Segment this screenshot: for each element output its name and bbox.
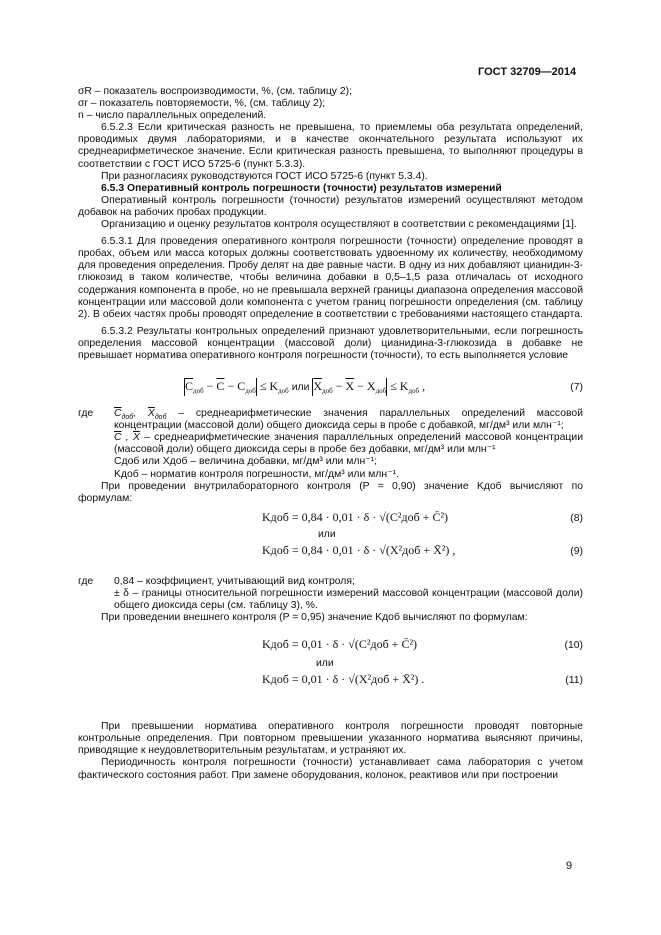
formula-8 [78, 509, 583, 529]
sigma-r-line: σR – показатель воспроизводимости, %, (см. таблицу 2); [78, 86, 352, 97]
where-block-2 [78, 576, 583, 612]
or-label-1: или [318, 528, 336, 540]
formula-7-expression: $\overline{C}_{доб} - \overline{C} - C_{доб} \le K_{доб}$ или $\overline{X}_{доб} - \overline{X} - X_{доб} \le K_{доб}$ , [185, 378, 426, 396]
paragraph-6-5-2-3: 6.5.2.3 Если критическая разность не превышена, то приемлемы оба результата определений, проводимых двумя лабораториями, и в качестве окончательного результата используют их среднеарифметическое значение. Если критическая разность превышена, то выполняют процедуры в соответствии с ГОСТ ИСО 5725-6 (пункт 5.3.3). [78, 122, 583, 170]
formula-7-number: (7) [570, 382, 583, 394]
formula-7 [78, 372, 583, 402]
where-item-1: $\overline{C}_{доб}$, $\overline{X}_{доб}$ – среднеарифметические значения параллельных определений массовой концентрации (массовой доли) общего диоксида серы в пробе с добавкой, мг/дм³ или млн⁻¹; [114, 408, 584, 432]
where-item-2: $\overline{C}$ , $\overline{X}$ – среднеарифметические значения параллельных определений массовой концентрации (массовой доли) общего диоксида серы в пробе без добавки, мг/дм³ или млн⁻¹ [114, 432, 583, 456]
exceed-paragraph: При превышении норматива оперативного контроля погрешности проводят повторные контрольные определения. При повторном превышении указанного норматива выясняют причины, приводящие к неудовлетворительным результатам, и устраняют их. [78, 721, 583, 757]
formula-10 [78, 636, 583, 658]
formula-9 [78, 542, 583, 564]
standard-header: ГОСТ 32709—2014 [478, 66, 577, 78]
where-item-3: Cдоб или Xдоб – величина добавки, мг/дм³ или млн⁻¹; [114, 456, 378, 468]
paragraph-6-5-3-b: Организацию и оценку результатов контроля осуществляют в соответствии с рекомендациями [1]. [101, 219, 577, 231]
where-label-2: где [78, 575, 94, 587]
where-item-4: Kдоб – норматив контроля погрешности, мг/дм³ или млн⁻¹. [114, 468, 399, 480]
paragraph-6-5-3-1: 6.5.3.1 Для проведения оперативного контроля погрешности (точности) определение проводят в пробах, объем или масса которых должны соответствовать удвоенному их количеству, необходимому для проведения определения. Пробу делят на две равные части. В одну из них добавляют цианидин-3-глюкозид в таком количестве, чтобы величина добавки в 0,5–1,5 раза отличалась от исходного содержания компонента в пробе, но не превышала верхней границы диапазона определения массовой концентрации или массовой доли компонента с учетом границ погрешности определения (см. таблицу 2). В обеих частях пробы проводят определение в соответствии с требованиями настоящего стандарта. [78, 236, 583, 320]
where-label: где [78, 408, 94, 420]
external-control-line: При проведении внешнего контроля (P = 0,95) значение Kдоб вычисляют по формулам: [101, 612, 528, 624]
formula-11-expression: Kдоб = 0,01 · δ · √(X²доб + X̄²) . [262, 672, 425, 687]
formula-8-number: (8) [570, 512, 583, 524]
n-line: n – число параллельных определений. [78, 110, 267, 122]
disagreement-line: При разногласиях руководствуются ГОСТ ИСО 5725-6 (пункт 5.3.4). [101, 170, 428, 182]
periodicity-paragraph: Периодичность контроля погрешности (точности) устанавливает сама лаборатория с учетом фактического состояния работ. При замене оборудования, колонок, реактивов или при построении [78, 757, 583, 781]
page-number: 9 [566, 860, 573, 872]
or-label-2: или [316, 658, 334, 670]
formula-11 [78, 671, 583, 693]
where-item-5: 0,84 – коэффициент, учитывающий вид контроля; [114, 575, 355, 587]
paragraph-6-5-3-2: 6.5.3.2 Результаты контрольных определений признают удовлетворительными, если погрешность определения массовой концентрации (массовой доли) цианидина-3-глюкозида в добавке не превышает норматива оперативного контроля погрешности (точности), то есть выполняется условие [78, 325, 583, 361]
where-block-1 [78, 408, 583, 481]
formula-10-number: (10) [564, 640, 583, 652]
formula-8-expression: Kдоб = 0,84 · 0,01 · δ · √(C²доб + C̄²) [262, 509, 449, 524]
formula-9-number: (9) [570, 545, 583, 557]
internal-control-line: При проведении внутрилабораторного контроля (P = 0,90) значение Kдоб вычисляют по формулам: [78, 480, 583, 504]
section-heading-6-5-3: 6.5.3 Оперативный контроль погрешности (точности) результатов измерений [101, 182, 502, 194]
formula-11-number: (11) [565, 675, 583, 687]
where-item-1-text: – среднеарифметические значения параллельных определений массовой концентрации (массовой доли) общего диоксида серы в пробе с добавкой, мг/дм³ или млн⁻¹; [114, 408, 584, 432]
formula-10-expression: Kдоб = 0,01 · δ · √(C²доб + C̄²) [262, 637, 418, 652]
sigma-rr-line: σr – показатель повторяемости, %, (см. таблицу 2); [78, 98, 326, 110]
where-item-6: ± δ – границы относительной погрешности измерений массовой концентрации (массовой доли) общего диоксида серы (см. таблицу 3), %. [114, 587, 583, 611]
formula-9-expression: Kдоб = 0,84 · 0,01 · δ · √(X²доб + X̄²) , [262, 542, 456, 557]
where-item-2-text: – среднеарифметические значения параллельных определений массовой концентрации (массовой доли) общего диоксида серы в пробе без добавки, мг/дм³ или млн⁻¹ [114, 432, 583, 456]
paragraph-6-5-3-a: Оперативный контроль погрешности (точности) результатов измерений осуществляют методом добавок на рабочих пробах продукции. [78, 194, 583, 218]
document-body [78, 86, 583, 782]
